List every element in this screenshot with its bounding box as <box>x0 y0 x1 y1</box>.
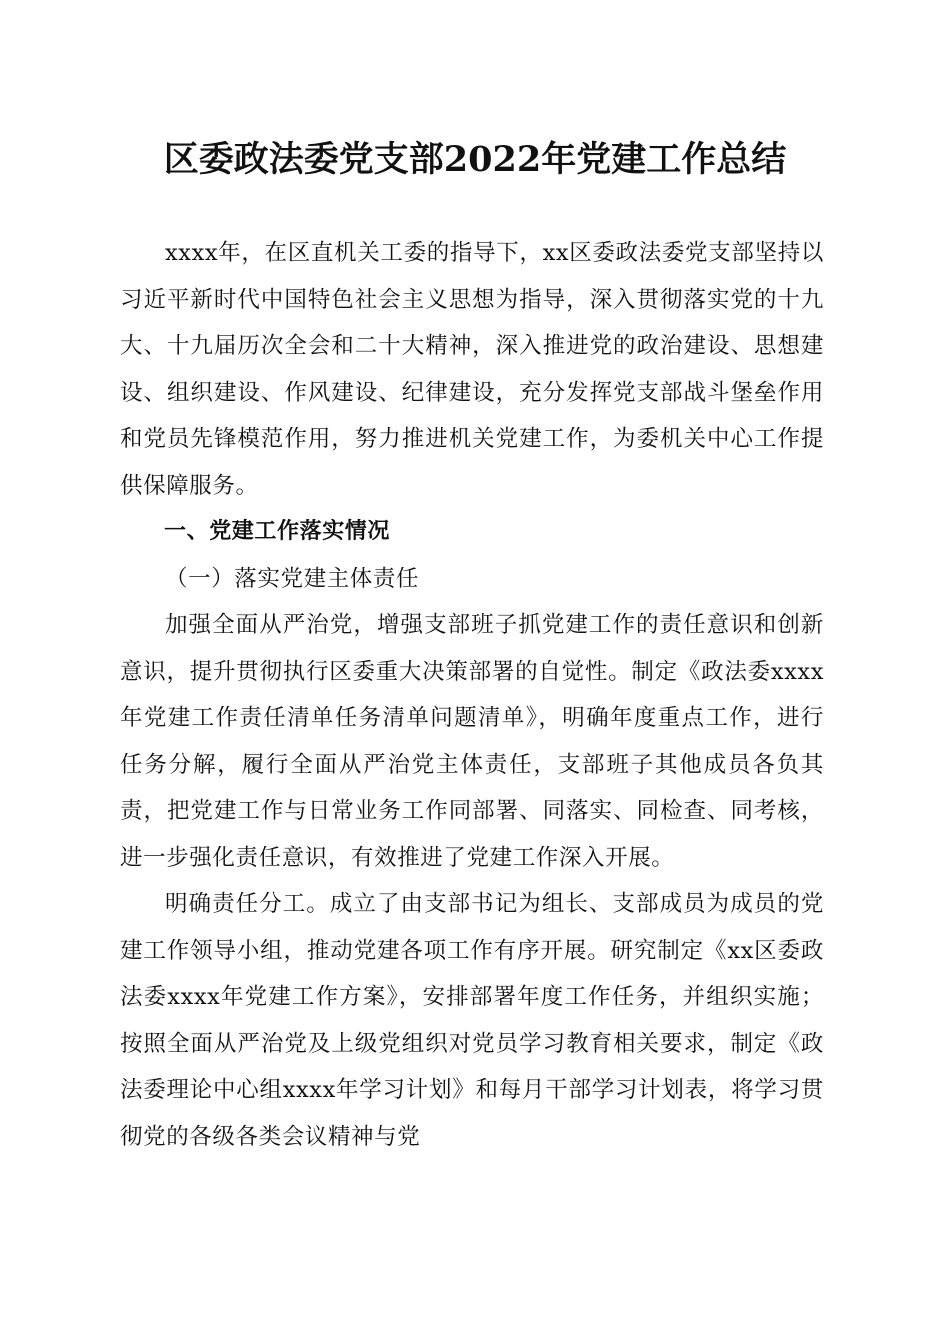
intro-paragraph: xxxx年，在区直机关工委的指导下，xx区委政法委党支部坚持以习近平新时代中国特色社会主义思想为指导，深入贯彻落实党的十九大、十九届历次全会和二十大精神，深入推进党的政治建设、思想建设、组织建设、作风建设、纪律建设，充分发挥党支部战斗堡垒作用和党员先锋模范作用，努力推进机关党建工作，为委机关中心工作提供保障服务。 <box>120 240 824 499</box>
document-title: 区委政法委党支部2022年党建工作总结 <box>163 139 787 180</box>
document-body <box>120 230 824 1160</box>
body-paragraph-2: 明确责任分工。成立了由支部书记为组长、支部成员为成员的党建工作领导小组，推动党建各项工作有序开展。研究制定《xx区委政法委xxxx年党建工作方案》，安排部署年度工作任务，并组织实施；按照全面从严治党及上级党组织对党员学习教育相关要求，制定《政法委理论中心组xxxx年学习计划》和每月干部学习计划表，将学习贯彻党的各级各类会议精神与党 <box>120 891 824 1150</box>
body-paragraph-1: 加强全面从严治党，增强支部班子抓党建工作的责任意识和创新意识，提升贯彻执行区委重大决策部署的自觉性。制定《政法委xxxx年党建工作责任清单任务清单问题清单》，明确年度重点工作，进行任务分解，履行全面从严治党主体责任，支部班子其他成员各负其责，把党建工作与日常业务工作同部署、同落实、同检查、同考核，进一步强化责任意识，有效推进了党建工作深入开展。 <box>120 612 824 871</box>
section-heading: 一、党建工作落实情况 <box>164 519 391 544</box>
subsection-heading: （一）落实党建主体责任 <box>165 565 420 592</box>
